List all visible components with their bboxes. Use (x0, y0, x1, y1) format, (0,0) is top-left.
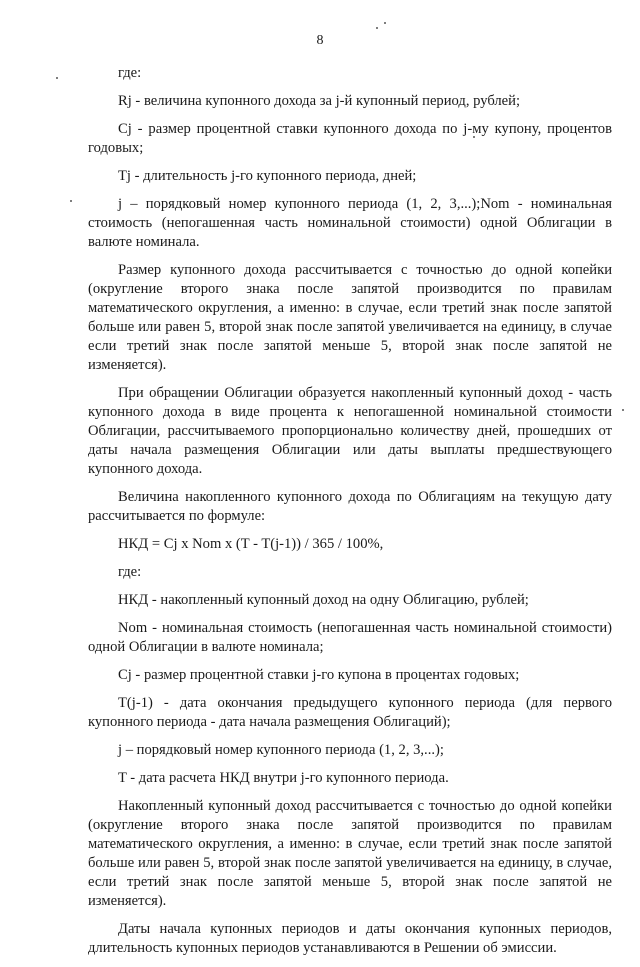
paragraph: j – порядковый номер купонного периода (1, 2, 3,...); (118, 742, 444, 758)
scan-speck (622, 409, 624, 411)
paragraph: Cj - размер процентной ставки купонного дохода по j-му купону, процентов годовых; (88, 121, 612, 156)
paragraph: Rj - величина купонного дохода за j-й купонный период, рублей; (118, 93, 521, 109)
paragraph: Даты начала купонных периодов и даты окончания купонных периодов, длительность купонных периодов устанавливаются в Решении об эмиссии. (88, 921, 612, 956)
scan-speck (384, 22, 386, 24)
paragraph: Cj - размер процентной ставки j-го купона в процентах годовых; (118, 667, 520, 683)
paragraph: где: (118, 65, 142, 81)
paragraph: где: (118, 564, 142, 580)
document-body (88, 64, 612, 967)
paragraph: При обращении Облигации образуется накопленный купонный доход - часть купонного дохода в виде процента к непогашенной номинальной стоимости Облигации, рассчитываемого пропорционально количеству дней, прошедших от даты начала размещения Облигации или даты выплаты предшествующего купонного дохода. (88, 385, 612, 477)
paragraph: T(j-1) - дата окончания предыдущего купонного периода (для первого купонного периода - дата начала размещения Облигаций); (88, 695, 612, 730)
paragraph: Tj - длительность j-го купонного периода, дней; (118, 168, 417, 184)
scan-speck (70, 200, 72, 202)
formula: НКД = Cj x Nom x (T - T(j-1)) / 365 / 100%, (118, 536, 384, 552)
paragraph: Размер купонного дохода рассчитывается с точностью до одной копейки (округление второго знака после запятой производится по правилам математического округления, а именно: в случае, если третий знак после запятой больше или равен 5, второй знак после запятой увеличивается на единицу, в случае если третий знак после запятой меньше 5, второй знак после запятой не изменяется). (88, 262, 612, 373)
scan-speck (376, 27, 378, 29)
paragraph: j – порядковый номер купонного периода (1, 2, 3,...);Nom - номинальная стоимость (непогашенная часть номинальной стоимости) одной Облигации в валюте номинала. (88, 196, 612, 250)
paragraph: T - дата расчета НКД внутри j-го купонного периода. (118, 770, 449, 786)
page-number: 8 (316, 33, 324, 48)
paragraph: Накопленный купонный доход рассчитывается с точностью до одной копейки (округление второго знака после запятой производится по правилам математического округления, а именно: в случае, если третий знак после запятой больше или равен 5, второй знак после запятой увеличивается на единицу, в случае, если третий знак после запятой меньше 5, второй знак после запятой не изменяется). (88, 798, 612, 909)
paragraph: Nom - номинальная стоимость (непогашенная часть номинальной стоимости) одной Облигации в валюте номинала; (88, 620, 612, 655)
paragraph: Величина накопленного купонного дохода по Облигациям на текущую дату рассчитывается по формуле: (88, 489, 612, 524)
scan-speck (56, 77, 58, 79)
paragraph: НКД - накопленный купонный доход на одну Облигацию, рублей; (118, 592, 529, 608)
